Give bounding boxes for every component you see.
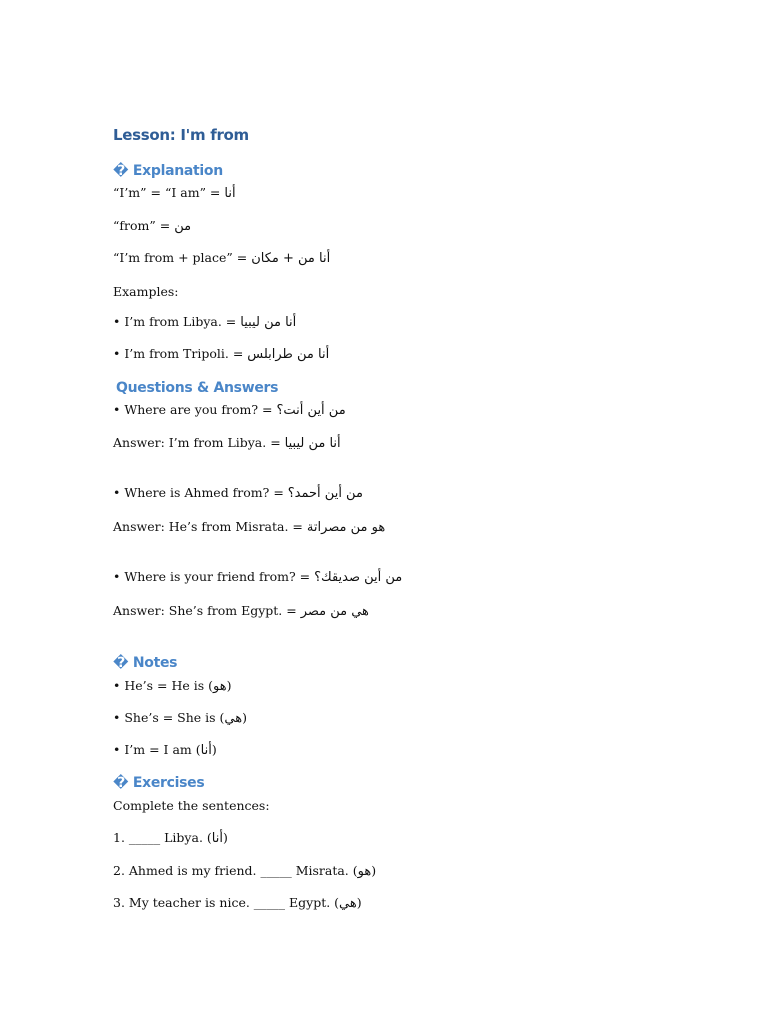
example-line-2 bbox=[113, 346, 329, 362]
qa-question-2 bbox=[113, 485, 363, 501]
line-english: • I’m from Tripoli. = bbox=[113, 346, 248, 361]
line-tail: ) bbox=[226, 678, 232, 693]
line-english: 1. _____ Libya. ( bbox=[113, 830, 212, 845]
example-line-1 bbox=[113, 314, 296, 330]
line-english: • I’m from Libya. = bbox=[113, 314, 241, 329]
line-english: • I’m = I am ( bbox=[113, 742, 201, 757]
qa-question-3 bbox=[113, 569, 402, 585]
notes-heading: � Notes bbox=[113, 655, 178, 671]
line-arabic: هي bbox=[224, 711, 243, 726]
line-arabic: هو من مصراتة bbox=[306, 520, 386, 535]
note-line-3 bbox=[113, 742, 217, 758]
line-english: • He’s = He is ( bbox=[113, 678, 213, 693]
line-arabic: هو bbox=[357, 864, 372, 879]
line-english: Answer: He’s from Misrata. = bbox=[113, 519, 307, 534]
line-english: “from” = bbox=[113, 218, 175, 233]
qa-answer-3 bbox=[113, 603, 369, 619]
explanation-line-2 bbox=[113, 218, 191, 234]
line-arabic: أنا bbox=[200, 743, 212, 758]
line-tail: ) bbox=[211, 742, 217, 757]
line-tail: ) bbox=[242, 710, 248, 725]
line-arabic: أنا bbox=[211, 831, 223, 846]
explanation-line-3 bbox=[113, 250, 330, 266]
line-english: Examples: bbox=[113, 284, 179, 299]
exercises-heading: � Exercises bbox=[113, 775, 205, 791]
line-arabic: أنا من ليبيا bbox=[284, 436, 341, 451]
qa-answer-2 bbox=[113, 519, 385, 535]
line-arabic: من أين صديقك؟ bbox=[314, 570, 403, 585]
line-arabic: هي bbox=[339, 896, 357, 911]
qa-heading: Questions & Answers bbox=[116, 380, 279, 396]
line-arabic: أنا من + مكان bbox=[251, 251, 331, 266]
line-arabic: أنا من ليبيا bbox=[240, 315, 297, 330]
exercise-line-1 bbox=[113, 830, 228, 846]
line-english: “I’m from + place” = bbox=[113, 250, 252, 265]
line-english: Answer: I’m from Libya. = bbox=[113, 435, 285, 450]
examples-label bbox=[113, 284, 179, 299]
line-arabic: أنا bbox=[224, 186, 236, 201]
line-arabic: من bbox=[174, 219, 192, 234]
qa-question-1 bbox=[113, 402, 346, 418]
note-line-1 bbox=[113, 678, 231, 694]
line-arabic: من أين أحمد؟ bbox=[287, 486, 363, 501]
line-arabic: هي من مصر bbox=[300, 604, 369, 619]
qa-answer-1 bbox=[113, 435, 341, 451]
line-english: 2. Ahmed is my friend. _____ Misrata. ( bbox=[113, 863, 358, 878]
line-english: “I’m” = “I am” = bbox=[113, 185, 225, 200]
line-tail: ) bbox=[222, 830, 228, 845]
line-english: • She’s = She is ( bbox=[113, 710, 225, 725]
line-english: Complete the sentences: bbox=[113, 798, 270, 813]
exercise-line-3 bbox=[113, 895, 362, 911]
line-english: • Where are you from? = bbox=[113, 402, 277, 417]
line-arabic: أنا من طرابلس bbox=[247, 347, 330, 362]
explanation-line-1 bbox=[113, 185, 236, 201]
note-line-2 bbox=[113, 710, 247, 726]
line-english: • Where is your friend from? = bbox=[113, 569, 315, 584]
explanation-heading: � Explanation bbox=[113, 163, 223, 179]
line-tail: ) bbox=[371, 863, 377, 878]
exercise-instruction bbox=[113, 798, 270, 813]
line-english: • Where is Ahmed from? = bbox=[113, 485, 288, 500]
line-arabic: من أين أنت؟ bbox=[276, 403, 346, 418]
line-english: 3. My teacher is nice. _____ Egypt. ( bbox=[113, 895, 340, 910]
line-arabic: هو bbox=[213, 679, 227, 694]
exercise-line-2 bbox=[113, 863, 376, 879]
line-tail: ) bbox=[356, 895, 362, 910]
page-title: Lesson: I'm from bbox=[113, 126, 249, 144]
line-english: Answer: She’s from Egypt. = bbox=[113, 603, 301, 618]
